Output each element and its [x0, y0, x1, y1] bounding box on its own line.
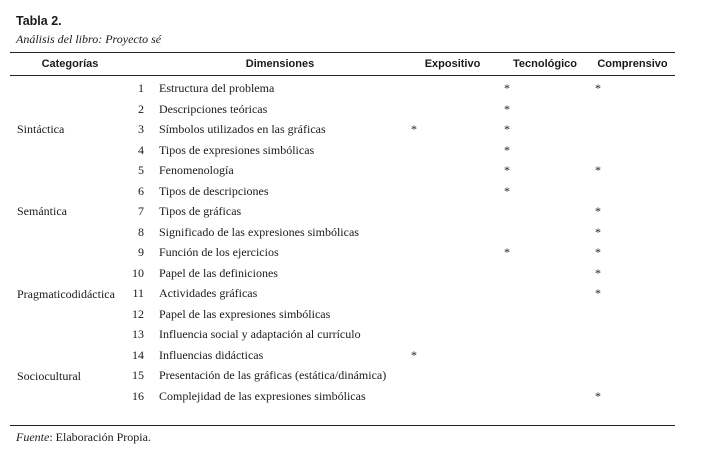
mark-comprensivo: *: [595, 286, 601, 300]
header-categorias: Categorías: [41, 58, 99, 70]
source-text: : Elaboración Propia.: [49, 430, 151, 444]
row-number: 16: [132, 388, 144, 403]
table-subtitle: Análisis del libro: Proyecto sé: [16, 32, 162, 46]
row-number: 1: [138, 81, 144, 95]
mark-comprensivo: *: [595, 204, 601, 218]
row-number: 10: [132, 265, 144, 280]
row-number: 9: [138, 245, 144, 259]
row-dimension: Tipos de expresiones simbólicas: [159, 142, 315, 157]
row-number: 12: [132, 306, 144, 321]
row-dimension: Papel de las expresiones simbólicas: [159, 306, 331, 321]
row-dimension: Tipos de gráficas: [159, 204, 242, 218]
row-dimension: Símbolos utilizados en las gráficas: [159, 122, 326, 136]
table-row: [0, 143, 726, 163]
table-row: [0, 307, 726, 327]
row-number: 3: [138, 122, 144, 136]
category-sociocultural: Sociocultural: [17, 369, 81, 383]
row-dimension: Significado de las expresiones simbólicas: [159, 224, 359, 239]
table-source: [16, 430, 151, 445]
category-semantica: Semántica: [17, 204, 67, 218]
header-tecnologico: Tecnológico: [513, 58, 577, 70]
table-row: [0, 327, 726, 347]
table-row: [0, 122, 726, 142]
table-row: [0, 245, 726, 265]
mark-tecnologico: *: [504, 81, 510, 95]
bottom-rule: [10, 425, 675, 426]
mark-comprensivo: *: [595, 388, 601, 403]
mark-tecnologico: *: [504, 183, 510, 198]
row-dimension: Estructura del problema: [159, 81, 275, 95]
table-row: [0, 81, 726, 101]
row-number: 6: [138, 183, 144, 198]
row-number: 15: [132, 368, 144, 382]
row-number: 13: [132, 327, 144, 341]
table-row: [0, 286, 726, 306]
row-dimension: Influencias didácticas: [159, 347, 264, 362]
row-dimension: Presentación de las gráficas (estática/dinámica): [159, 368, 387, 382]
table-row: [0, 204, 726, 224]
row-dimension: Descripciones teóricas: [159, 101, 268, 116]
mark-expositivo: *: [411, 122, 417, 136]
mark-comprensivo: *: [595, 224, 601, 239]
row-dimension: Influencia social y adaptación al currículo: [159, 327, 361, 341]
mark-expositivo: *: [411, 347, 417, 362]
row-dimension: Complejidad de las expresiones simbólicas: [159, 388, 366, 403]
header-dimensiones: Dimensiones: [245, 58, 315, 70]
row-number: 4: [138, 142, 144, 157]
table-row: [0, 184, 726, 204]
table-row: [0, 389, 726, 409]
table-row: [0, 102, 726, 122]
row-dimension: Papel de las definiciones: [159, 265, 278, 280]
table-row: [0, 163, 726, 183]
top-rule: [10, 52, 675, 53]
table-row: [0, 368, 726, 388]
header-rule: [10, 75, 675, 76]
mark-comprensivo: *: [595, 245, 601, 259]
row-number: 14: [132, 347, 144, 362]
source-label: Fuente: [16, 430, 50, 444]
row-number: 5: [138, 163, 144, 177]
row-dimension: Actividades gráficas: [159, 286, 258, 300]
row-dimension: Función de los ejercicios: [159, 245, 279, 259]
category-pragmaticodidactica: Pragmaticodidáctica: [17, 287, 115, 301]
table-row: [0, 266, 726, 286]
mark-tecnologico: *: [504, 245, 510, 259]
row-dimension: Tipos de descripciones: [159, 183, 269, 198]
table-title: Tabla 2.: [16, 14, 62, 28]
row-number: 7: [138, 204, 144, 218]
table-row: [0, 348, 726, 368]
header-expositivo: Expositivo: [424, 58, 481, 70]
table-row: [0, 225, 726, 245]
mark-tecnologico: *: [504, 122, 510, 136]
mark-tecnologico: *: [504, 163, 510, 177]
header-comprensivo: Comprensivo: [597, 58, 668, 70]
mark-comprensivo: *: [595, 265, 601, 280]
row-dimension: Fenomenología: [159, 163, 234, 177]
row-number: 11: [132, 286, 144, 300]
row-number: 8: [138, 224, 144, 239]
row-number: 2: [138, 101, 144, 116]
mark-comprensivo: *: [595, 163, 601, 177]
category-sintactica: Sintáctica: [17, 122, 65, 136]
mark-tecnologico: *: [504, 142, 510, 157]
mark-tecnologico: *: [504, 101, 510, 116]
mark-comprensivo: *: [595, 81, 601, 95]
